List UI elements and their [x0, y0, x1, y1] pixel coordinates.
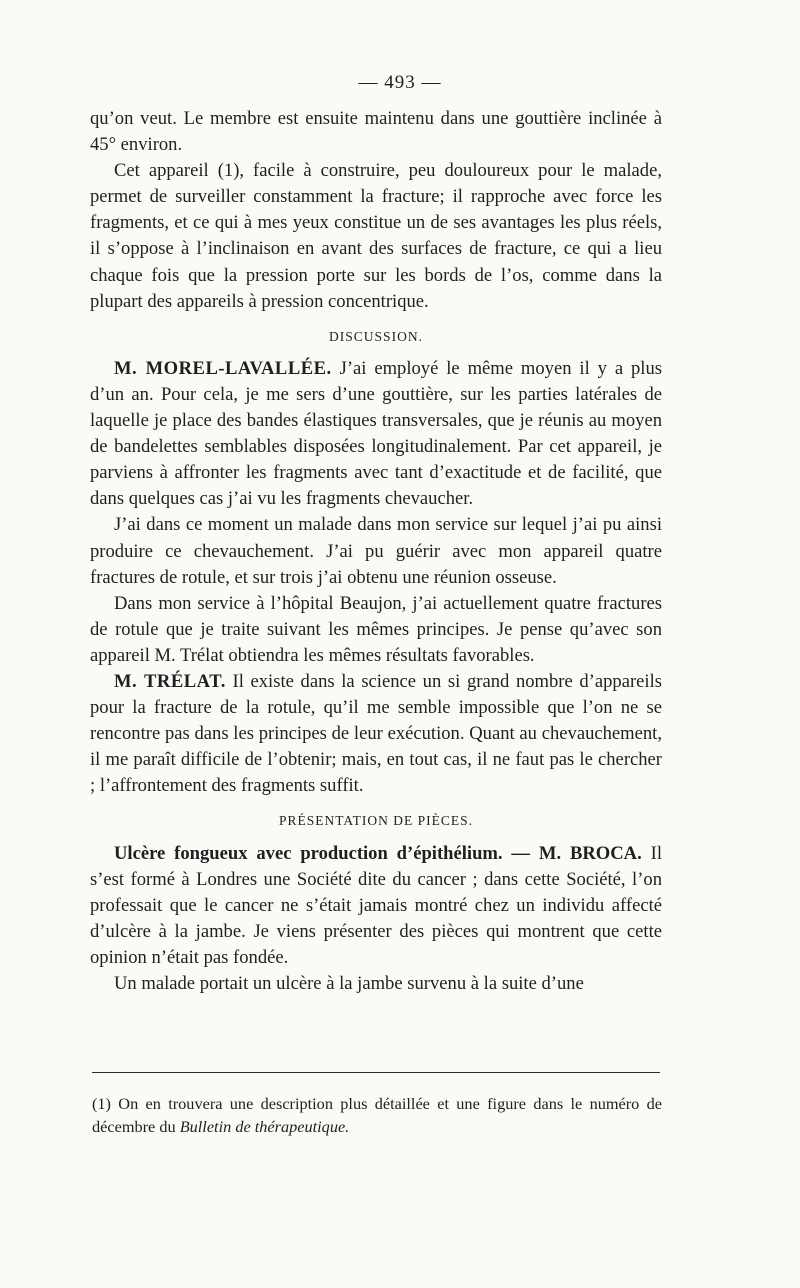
- paragraph-morel-lavallee-text: J’ai employé le même moyen il y a plus d’un an. Pour cela, je me sers d’une gouttière, sur les parties latérales de laquelle je place des bandes élastiques transversales, que je réunis au moyen de bandelettes semblables disposées longitudinalement. Par cet appareil, je parviens à affronter les fragments avec tant d’exactitude et de facilité, que dans quelques cas j’ai vu les fragments chevaucher.: [90, 357, 662, 510]
- body-text: [90, 106, 662, 997]
- discussion-heading: DISCUSSION.: [329, 328, 423, 344]
- page-number: — 493 —: [358, 72, 442, 93]
- paragraph-5: Dans mon service à l’hôpital Beaujon, j’ai actuellement quatre fractures de rotule que je traite suivant les mêmes principes. Je pense qu’avec son appareil M. Trélat obtiendra les mêmes résultats favorables.: [90, 592, 662, 666]
- paragraph-trelat-text: Il existe dans la science un si grand nombre d’appareils pour la fracture de la rotule, qu’il me semble impossible que l’on ne se rencontre pas dans les principes de leur exécution. Quant au chevauchement, il me paraît difficile de l’obtenir; mais, en tout cas, il ne faut pas le chercher ; l’affrontement des fragments suffit.: [90, 670, 662, 797]
- paragraph-8: Un malade portait un ulcère à la jambe survenu à la suite d’une: [114, 973, 584, 994]
- footnote-italic: Bulletin de thérapeutique.: [179, 1117, 350, 1136]
- footnote: [92, 1092, 662, 1138]
- broca-title: Ulcère fongueux avec production d’épithélium. — M. BROCA.: [114, 842, 642, 864]
- paragraph-4: J’ai dans ce moment un malade dans mon service sur lequel j’ai pu ainsi produire ce chevauchement. J’ai pu guérir avec mon appareil quatre fractures de rotule, et sur trois j’ai obtenu une réunion osseuse.: [90, 514, 662, 588]
- speaker-morel-lavallee: M. MOREL-LAVALLÉE.: [114, 357, 332, 379]
- paragraph-2: Cet appareil (1), facile à construire, peu douloureux pour le malade, permet de surveiller constamment la fracture; il rapproche avec force les fragments, et ce qui à mes yeux constitue un de ses avantages les plus réels, il s’oppose à l’inclinaison en avant des surfaces de fracture, ce qui a lieu chaque fois que la pression porte sur les bords de l’os, comme dans la plupart des appareils à pression concentrique.: [90, 160, 662, 312]
- paragraph-broca: [90, 841, 662, 971]
- paragraph-trelat: [90, 669, 662, 799]
- paragraph-broca-text: Il s’est formé à Londres une Société dite du cancer ; dans cette Société, l’on professait que le cancer ne s’était jamais montré chez un individu affecté d’ulcère à la jambe. Je viens présenter des pièces qui montrent que cette opinion n’était pas fondée.: [90, 842, 662, 968]
- presentation-heading: PRÉSENTATION DE PIÈCES.: [278, 813, 474, 829]
- footnote-text: [92, 1092, 662, 1138]
- speaker-trelat: M. TRÉLAT.: [114, 670, 226, 692]
- paragraph-1: qu’on veut. Le membre est ensuite maintenu dans une gouttière inclinée à 45° environ.: [90, 108, 662, 156]
- footnote-rule: [92, 1072, 660, 1073]
- footnote-body: (1) On en trouvera une description plus détaillée et une figure dans le numéro de décembre du: [92, 1094, 662, 1136]
- paragraph-morel-lavallee: [90, 356, 662, 513]
